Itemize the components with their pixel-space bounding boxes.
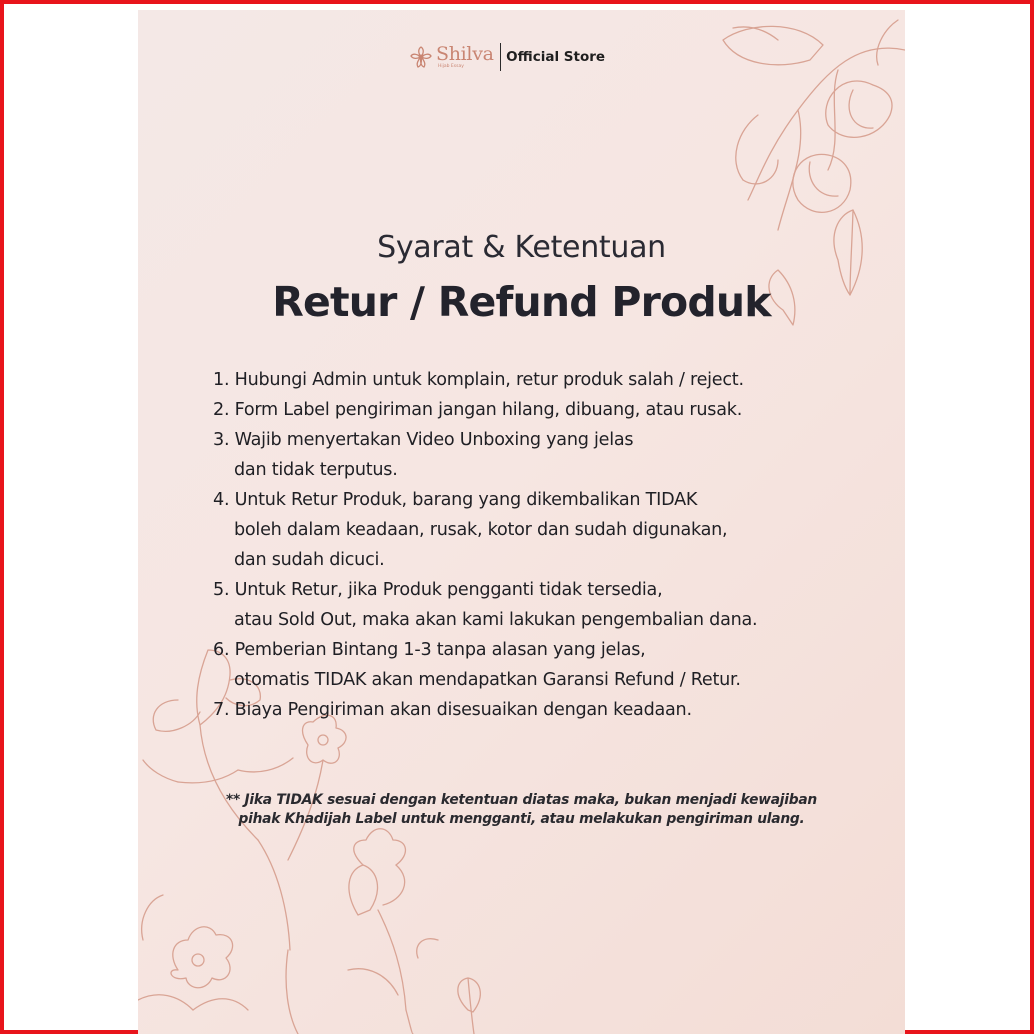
rule-item: 3. Wajib menyertakan Video Unboxing yang jelas [213,430,634,450]
rule-item-continuation: boleh dalam keadaan, rusak, kotor dan sudah digunakan, [234,520,728,540]
official-store-label: Official Store [506,49,606,65]
rule-item: 2. Form Label pengiriman jangan hilang, dibuang, atau rusak. [213,400,743,420]
brand-name: Shilva [436,42,494,65]
heading-terms: Syarat & Ketentuan [377,230,666,265]
rule-item-continuation: otomatis TIDAK akan mendapatkan Garansi Refund / Retur. [234,670,741,690]
document-card [138,10,905,1034]
rule-item: 1. Hubungi Admin untuk komplain, retur produk salah / reject. [213,370,744,390]
rule-item-continuation: dan tidak terputus. [234,460,398,480]
brand-logo [410,40,605,74]
rule-item: 5. Untuk Retur, jika Produk pengganti tidak tersedia, [213,580,663,600]
rule-item-continuation: atau Sold Out, maka akan kami lakukan pengembalian dana. [234,610,758,630]
footnote [138,791,905,829]
rule-item: 4. Untuk Retur Produk, barang yang dikembalikan TIDAK [213,490,698,510]
rule-item-continuation: dan sudah dicuci. [234,550,385,570]
footnote-line: pihak Khadijah Label untuk mengganti, atau melakukan pengiriman ulang. [238,811,805,827]
logo-divider [500,43,502,71]
rule-item: 7. Biaya Pengiriman akan disesuaikan dengan keadaan. [213,700,692,720]
rule-item: 6. Pemberian Bintang 1-3 tanpa alasan yang jelas, [213,640,646,660]
footnote-line: ** Jika TIDAK sesuai dengan ketentuan diatas maka, bukan menjadi kewajiban [226,792,817,808]
rules-list [213,365,863,725]
heading-return-refund: Retur / Refund Produk [272,278,771,326]
brand-tagline: Hijab Essay [438,63,464,69]
flower-logo-icon [410,46,432,68]
